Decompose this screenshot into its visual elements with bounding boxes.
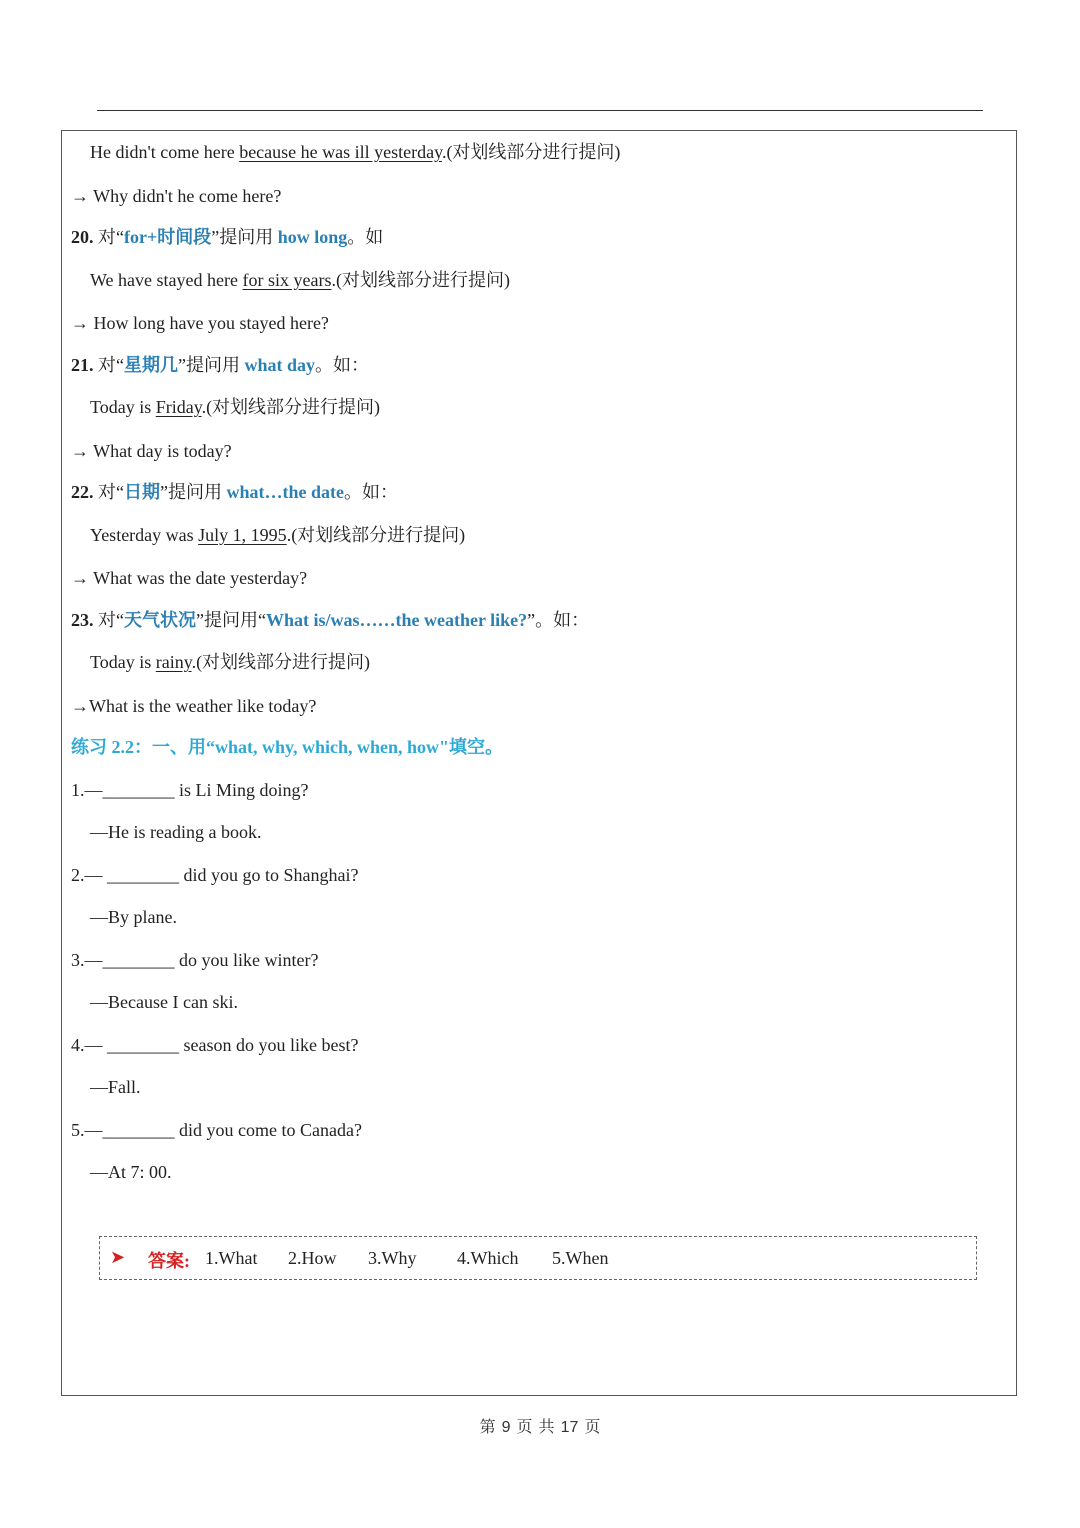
instruction-text: .(对划线部分进行提问) — [191, 652, 371, 672]
underlined-text: for six years — [242, 270, 332, 290]
rule-text: ”提问用 — [211, 227, 278, 247]
rule-text: 。如： — [315, 355, 370, 375]
rule-keyword: what…the date — [226, 482, 344, 502]
rule-text: ”。如： — [527, 610, 590, 630]
answer-1: —He is reading a book. — [90, 822, 262, 842]
rule-keyword: 日期 — [124, 482, 160, 502]
underlined-text: because he was ill yesterday — [239, 142, 442, 162]
rule-text: 对“ — [93, 355, 124, 375]
sentence-text: We have stayed here — [90, 270, 243, 290]
rule-number: 21. — [71, 355, 94, 375]
question-2: 2.— ________ did you go to Shanghai? — [71, 865, 359, 885]
arrow-icon: ➤ — [110, 1247, 126, 1267]
rule-keyword: 天气状况 — [124, 610, 196, 630]
answer-4: —Fall. — [90, 1077, 141, 1097]
underlined-text: Friday — [155, 397, 202, 417]
rule-text: ”提问用 — [160, 482, 227, 502]
answer-2: —By plane. — [90, 907, 177, 927]
answer-item: 5.When — [552, 1248, 609, 1268]
sentence-text: Today is — [90, 397, 156, 417]
rule-text: ”提问用 — [178, 355, 245, 375]
example-sentence-what-day — [90, 396, 380, 418]
rule-22 — [71, 481, 398, 503]
rule-keyword: for+时间段 — [124, 227, 212, 247]
rule-keyword: What is/was……the weather like? — [265, 610, 528, 630]
page-footer — [0, 1414, 1080, 1437]
rule-20 — [71, 226, 383, 248]
question-1: 1.—________ is Li Ming doing? — [71, 780, 309, 800]
rule-text: 对“ — [93, 482, 124, 502]
header-rule — [97, 110, 983, 111]
rule-text: 对“ — [93, 610, 124, 630]
answer-line-how-long: → How long have you stayed here? — [71, 313, 329, 333]
example-sentence-date — [90, 524, 465, 546]
instruction-text: .(对划线部分进行提问) — [286, 525, 466, 545]
answer-item: 4.Which — [457, 1248, 519, 1268]
answer-item: 3.Why — [368, 1248, 417, 1268]
answer-line-date: → What was the date yesterday? — [71, 568, 308, 588]
underlined-text: rainy — [155, 652, 192, 672]
underlined-text: July 1, 1995 — [198, 525, 287, 545]
total-pages: 17 — [560, 1419, 579, 1436]
example-sentence-weather — [90, 651, 370, 673]
instruction-text: .(对划线部分进行提问) — [201, 397, 381, 417]
answer-item: 2.How — [288, 1248, 337, 1268]
rule-23 — [71, 609, 589, 631]
rule-text: 。如 — [347, 227, 384, 247]
page-number: 9 — [501, 1419, 511, 1436]
sentence-text: Today is — [90, 652, 156, 672]
exercise-heading: 练习 2.2：一、用“what, why, which, when, how"填空。 — [71, 737, 504, 757]
answer-label: 答案: — [148, 1251, 190, 1271]
sentence-text: He didn't come here — [90, 142, 240, 162]
answer-line-why: → Why didn't he come here? — [71, 186, 282, 206]
rule-text: 。如： — [344, 482, 398, 502]
answer-3: —Because I can ski. — [90, 992, 238, 1012]
instruction-text: .(对划线部分进行提问) — [331, 270, 510, 290]
answer-line-what-day: → What day is today? — [71, 441, 232, 461]
rule-number: 23. — [71, 610, 94, 630]
question-3: 3.—________ do you like winter? — [71, 950, 319, 970]
rule-text: 对“ — [93, 227, 124, 247]
example-sentence-how-long — [90, 269, 510, 291]
answer-item: 1.What — [205, 1248, 258, 1268]
rule-keyword: 星期几 — [124, 355, 178, 375]
footer-text: 共 — [538, 1419, 555, 1436]
question-5: 5.—________ did you come to Canada? — [71, 1120, 362, 1140]
footer-text: 页 — [584, 1419, 601, 1436]
rule-number: 20. — [71, 227, 94, 247]
answer-line-weather: →What is the weather like today? — [71, 696, 317, 716]
rule-keyword: how long — [277, 227, 348, 247]
example-sentence-because — [90, 141, 620, 163]
sentence-text: Yesterday was — [90, 525, 199, 545]
rule-21 — [71, 354, 369, 376]
rule-number: 22. — [71, 482, 94, 502]
rule-text: ”提问用“ — [196, 610, 266, 630]
answer-5: —At 7: 00. — [90, 1162, 172, 1182]
footer-text: 页 — [516, 1419, 533, 1436]
rule-keyword: what day — [244, 355, 316, 375]
question-4: 4.— ________ season do you like best? — [71, 1035, 359, 1055]
instruction-text: .(对划线部分进行提问) — [441, 142, 621, 162]
answer-box — [99, 1236, 977, 1280]
footer-text: 第 — [479, 1419, 496, 1436]
